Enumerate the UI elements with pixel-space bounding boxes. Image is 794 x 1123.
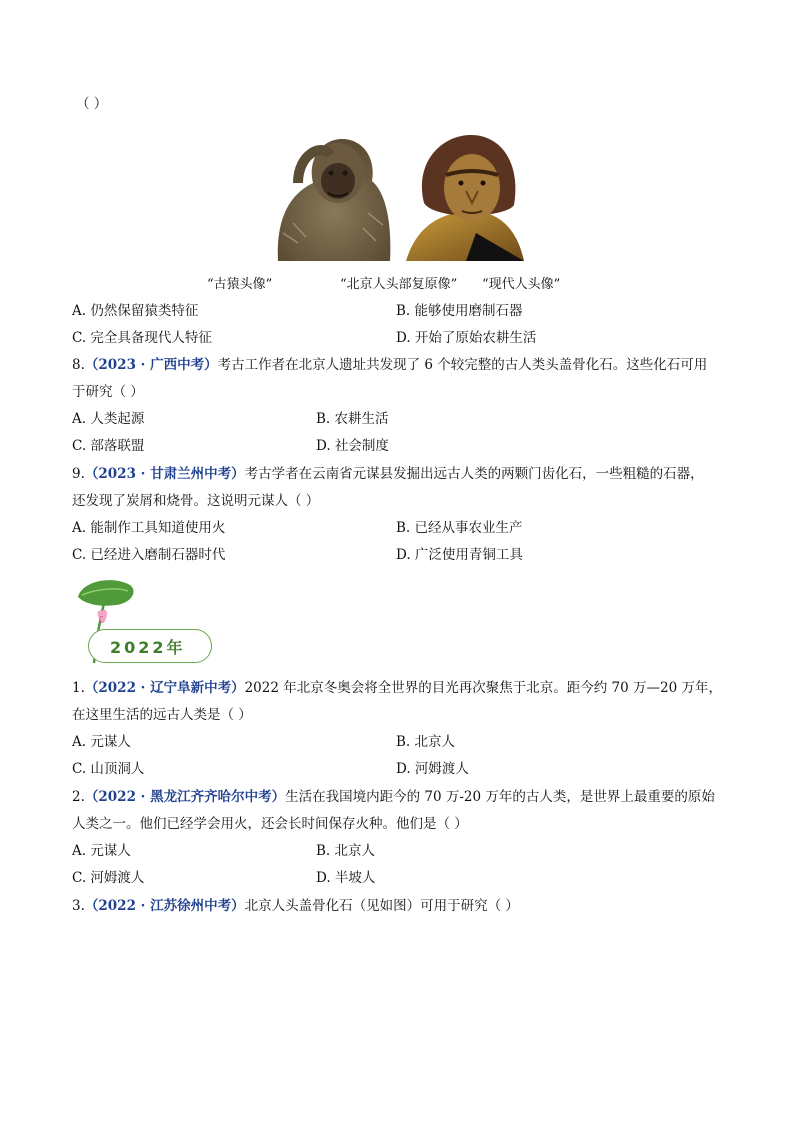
q8-stem-line2: 于研究（ ） — [72, 384, 144, 400]
p1-option-c[interactable]: C. 山顶洞人 — [72, 761, 145, 777]
q8-number: 8. — [72, 357, 85, 373]
year-label: 2022年 — [110, 638, 186, 657]
q8-option-d[interactable]: D. 社会制度 — [316, 438, 389, 454]
q9-stem-line1 — [72, 465, 704, 483]
p1-source: （2022 · 辽宁阜新中考） — [84, 680, 245, 696]
q7-option-b[interactable]: B. 能够使用磨制石器 — [396, 303, 523, 319]
q9-option-b[interactable]: B. 已经从事农业生产 — [396, 520, 523, 536]
p2-option-a[interactable]: A. 元谋人 — [72, 843, 131, 859]
q8-option-a[interactable]: A. 人类起源 — [72, 411, 145, 427]
q8-source: （2023 · 广西中考） — [84, 357, 218, 373]
p3-stem-line1 — [72, 897, 519, 915]
caption-peking: “北京人头部复原像” — [340, 277, 458, 292]
q8-option-b[interactable]: B. 农耕生活 — [316, 411, 389, 427]
p1-stem-line2: 在这里生活的远古人类是（ ） — [72, 707, 252, 723]
peking-man-figure — [406, 133, 526, 263]
p3-text: 北京人头盖骨化石（见如图）可用于研究（ ） — [244, 898, 519, 914]
p3-source: （2022 · 江苏徐州中考） — [84, 898, 245, 914]
p2-stem-line2: 人类之一。他们已经学会用火，还会长时间保存火种。他们是（ ） — [72, 816, 468, 832]
p1-option-d[interactable]: D. 河姆渡人 — [396, 761, 469, 777]
p1-number: 1. — [72, 680, 85, 696]
q9-number: 9. — [72, 466, 85, 482]
p3-number: 3. — [72, 898, 85, 914]
ape-head-figure — [268, 133, 394, 261]
p2-option-b[interactable]: B. 北京人 — [316, 843, 376, 859]
p2-option-c[interactable]: C. 河姆渡人 — [72, 870, 145, 886]
caption-modern: “现代人头像” — [482, 277, 561, 292]
q7-option-a[interactable]: A. 仍然保留猿类特征 — [72, 303, 199, 319]
p1-option-b[interactable]: B. 北京人 — [396, 734, 456, 750]
p1-option-a[interactable]: A. 元谋人 — [72, 734, 131, 750]
caption-ape: “古猿头像” — [207, 277, 273, 292]
p2-stem-line1 — [72, 788, 715, 806]
p1-text: 2022 年北京冬奥会将全世界的目光再次聚焦于北京。距今约 70 万—20 万年， — [244, 680, 722, 696]
p2-number: 2. — [72, 789, 85, 805]
p2-option-d[interactable]: D. 半坡人 — [316, 870, 376, 886]
q9-option-c[interactable]: C. 已经进入磨制石器时代 — [72, 547, 226, 563]
q9-option-a[interactable]: A. 能制作工具知道使用火 — [72, 520, 226, 536]
p2-source: （2022 · 黑龙江齐齐哈尔中考） — [84, 789, 286, 805]
q8-text: 考古工作者在北京人遗址共发现了 6 个较完整的古人类头盖骨化石。这些化石可用 — [217, 357, 708, 373]
p2-text: 生活在我国境内距今的 70 万-20 万年的古人类，是世界上最重要的原始 — [285, 789, 715, 805]
q8-option-c[interactable]: C. 部落联盟 — [72, 438, 145, 454]
answer-paren: （ ） — [76, 96, 108, 112]
q7-option-d[interactable]: D. 开始了原始农耕生活 — [396, 330, 537, 346]
q9-stem-line2: 还发现了炭屑和烧骨。这说明元谋人（ ） — [72, 493, 320, 509]
q7-option-c[interactable]: C. 完全具备现代人特征 — [72, 330, 212, 346]
q9-source: （2023 · 甘肃兰州中考） — [84, 466, 245, 482]
q8-stem-line1 — [72, 356, 707, 374]
q9-text: 考古学者在云南省元谋县发掘出远古人类的两颗门齿化石，一些粗糙的石器， — [244, 466, 704, 482]
q9-option-d[interactable]: D. 广泛使用青铜工具 — [396, 547, 523, 563]
p1-stem-line1 — [72, 679, 722, 697]
